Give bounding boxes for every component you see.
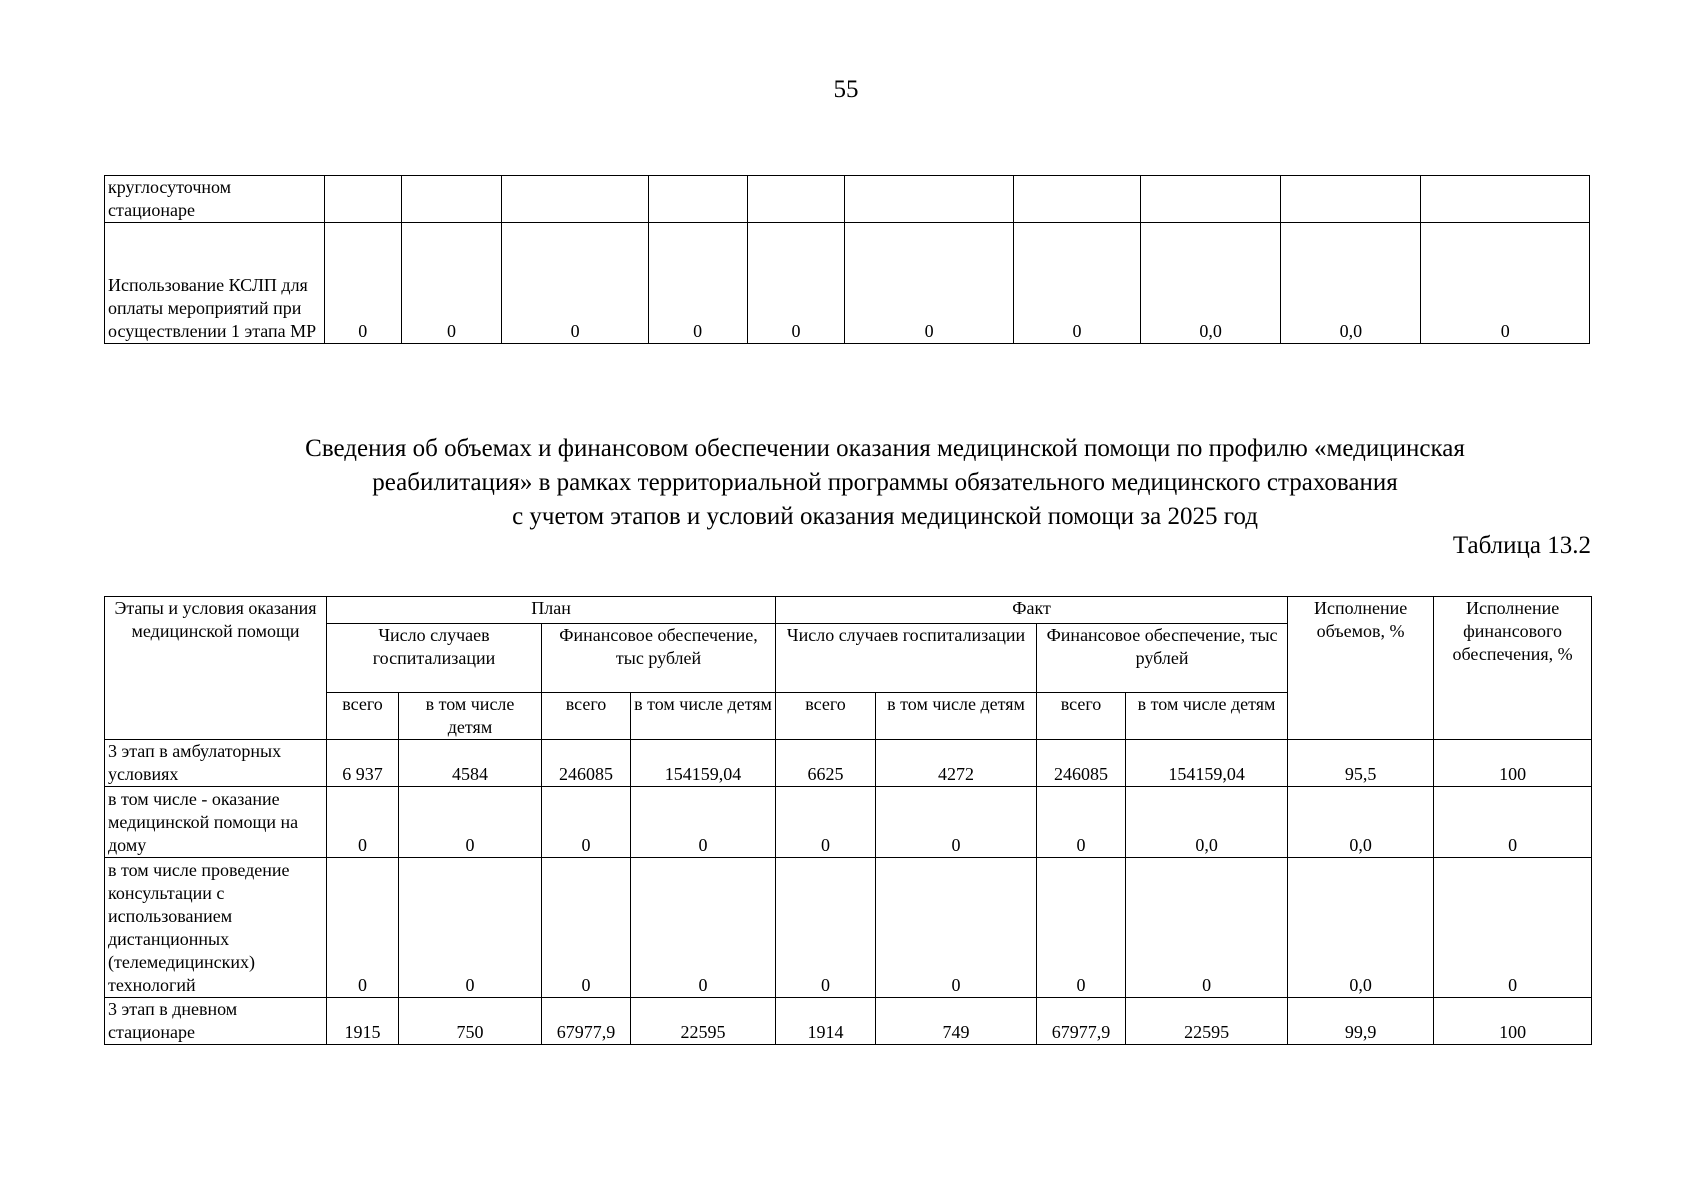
cell: 0 (747, 223, 845, 344)
cell: 0 (502, 223, 648, 344)
heading-line: Сведения об объемах и финансовом обеспечении оказания медицинской помощи по профилю «медицинская (305, 435, 1465, 462)
header-plan: План (327, 597, 776, 624)
header-total: всего (776, 693, 876, 740)
cell: 22595 (631, 998, 776, 1045)
heading-line: с учетом этапов и условий оказания медицинской помощи за 2025 год (512, 503, 1258, 530)
page-number: 55 (833, 76, 859, 103)
heading-line: реабилитация» в рамках территориальной программы обязательного медицинского страхования (372, 469, 1398, 496)
cell: 0 (327, 787, 399, 858)
row-label: в том числе проведение консультации с использованием дистанционных (телемедицинских) технологий (105, 858, 327, 998)
cell: 67977,9 (1037, 998, 1126, 1045)
header-exec-volume: Исполнение объемов, % (1288, 597, 1434, 740)
cell: 0 (776, 858, 876, 998)
row-label: 3 этап в дневном стационаре (105, 998, 327, 1045)
cell: 0 (648, 223, 747, 344)
cell: 99,9 (1288, 998, 1434, 1045)
cell: 0 (631, 858, 776, 998)
cell: 6 937 (327, 740, 399, 787)
cell: 246085 (542, 740, 631, 787)
header-plan-finance: Финансовое обеспечение, тыс рублей (542, 624, 776, 693)
cell (747, 176, 845, 223)
cell: 0 (845, 223, 1013, 344)
cell: 0 (1434, 858, 1592, 998)
cell: 0,0 (1288, 787, 1434, 858)
header-stage: Этапы и условия оказания медицинской помощи (105, 597, 327, 740)
cell: 0 (542, 858, 631, 998)
cell: 1915 (327, 998, 399, 1045)
main-table (104, 596, 1592, 1045)
cell (1141, 176, 1281, 223)
cell: 0,0 (1141, 223, 1281, 344)
table-row (105, 223, 1590, 344)
table-row (105, 998, 1592, 1045)
cell: 0 (1037, 787, 1126, 858)
row-label: 3 этап в амбулаторных условиях (105, 740, 327, 787)
cell: 0,0 (1126, 787, 1288, 858)
cell: 0 (1013, 223, 1140, 344)
cell: 4584 (399, 740, 542, 787)
cell: 22595 (1126, 998, 1288, 1045)
header-children: в том числе детям (399, 693, 542, 740)
cell: 0 (542, 787, 631, 858)
cell (1013, 176, 1140, 223)
table-row (105, 176, 1590, 223)
table-row (105, 740, 1592, 787)
cell (502, 176, 648, 223)
header-fact-cases: Число случаев госпитализации (776, 624, 1037, 693)
table-row (105, 787, 1592, 858)
cell (845, 176, 1013, 223)
top-table (104, 175, 1590, 344)
cell: 0 (776, 787, 876, 858)
cell: 0,0 (1281, 223, 1421, 344)
cell: 0 (1037, 858, 1126, 998)
cell: 0 (1434, 787, 1592, 858)
cell (324, 176, 401, 223)
row-label: круглосуточном стационаре (105, 176, 325, 223)
cell: 6625 (776, 740, 876, 787)
cell: 100 (1434, 998, 1592, 1045)
header-total: всего (542, 693, 631, 740)
cell (1421, 176, 1590, 223)
cell: 0 (399, 787, 542, 858)
header-total: всего (1037, 693, 1126, 740)
header-fact-finance: Финансовое обеспечение, тыс рублей (1037, 624, 1288, 693)
header-plan-cases: Число случаев госпитализации (327, 624, 542, 693)
cell: 0 (631, 787, 776, 858)
cell: 0,0 (1288, 858, 1434, 998)
cell: 750 (399, 998, 542, 1045)
cell: 246085 (1037, 740, 1126, 787)
cell (401, 176, 502, 223)
cell: 0 (1126, 858, 1288, 998)
cell: 0 (399, 858, 542, 998)
cell: 0 (876, 787, 1037, 858)
cell: 0 (876, 858, 1037, 998)
header-children: в том числе детям (1126, 693, 1288, 740)
cell: 0 (327, 858, 399, 998)
cell: 0 (401, 223, 502, 344)
cell (1281, 176, 1421, 223)
cell: 95,5 (1288, 740, 1434, 787)
table-row (105, 858, 1592, 998)
cell: 154159,04 (631, 740, 776, 787)
cell: 67977,9 (542, 998, 631, 1045)
cell: 100 (1434, 740, 1592, 787)
row-label: Использование КСЛП для оплаты мероприятий при осуществлении 1 этапа МР (105, 223, 325, 344)
header-row (105, 597, 1592, 624)
table-caption: Таблица 13.2 (1452, 532, 1591, 559)
cell: 1914 (776, 998, 876, 1045)
cell: 154159,04 (1126, 740, 1288, 787)
section-heading (130, 432, 1640, 534)
cell: 749 (876, 998, 1037, 1045)
header-exec-finance: Исполнение финансового обеспечения, % (1434, 597, 1592, 740)
header-total: всего (327, 693, 399, 740)
row-label: в том числе - оказание медицинской помощи на дому (105, 787, 327, 858)
cell: 0 (324, 223, 401, 344)
header-children: в том числе детям (631, 693, 776, 740)
cell (648, 176, 747, 223)
header-fact: Факт (776, 597, 1288, 624)
cell: 4272 (876, 740, 1037, 787)
header-children: в том числе детям (876, 693, 1037, 740)
cell: 0 (1421, 223, 1590, 344)
